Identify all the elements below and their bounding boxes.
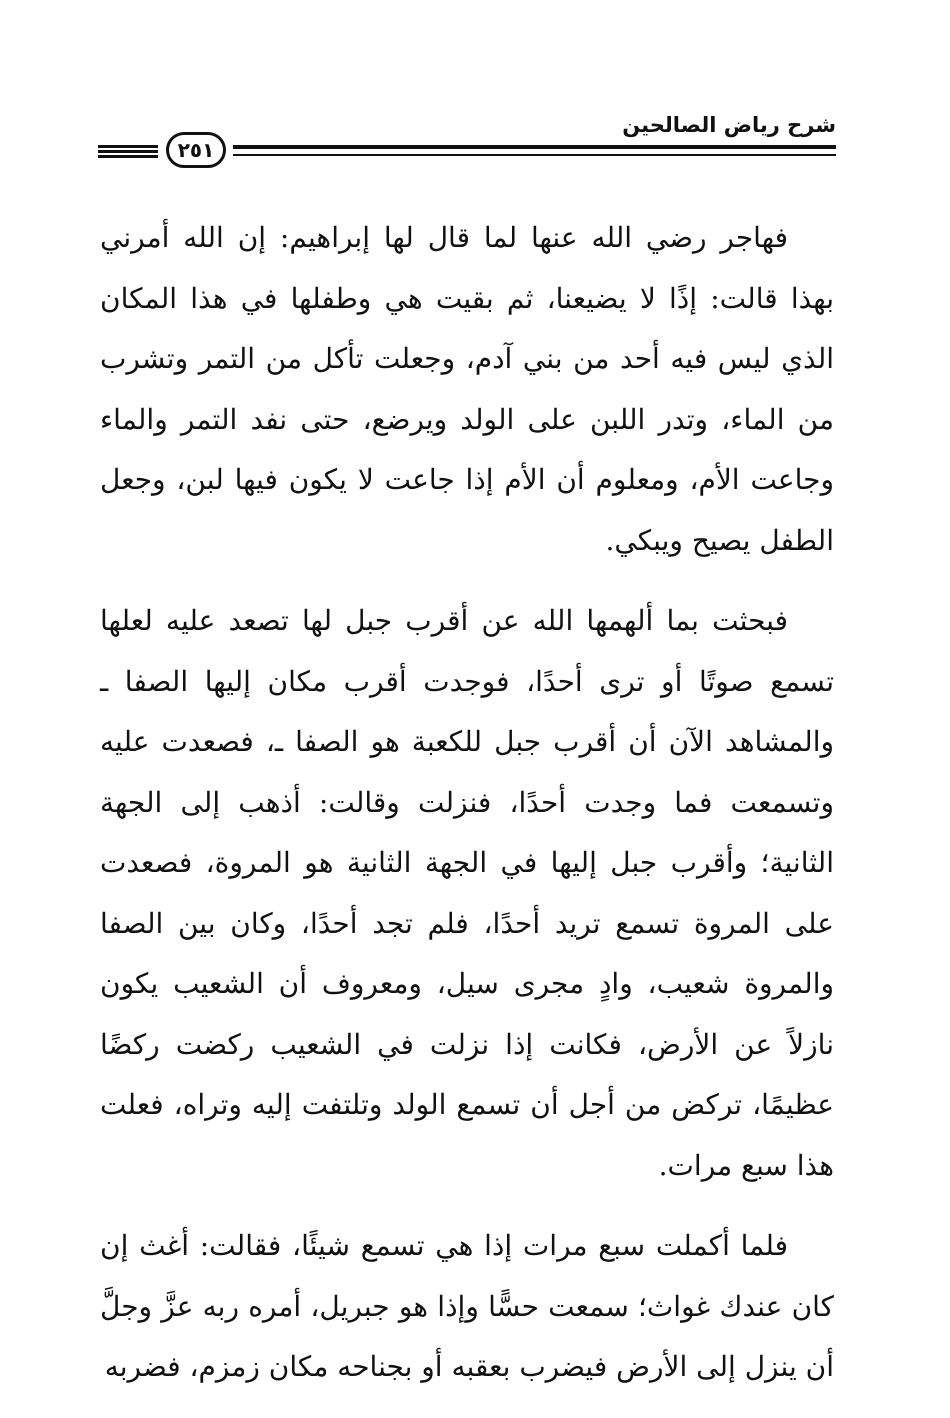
header-rule xyxy=(233,145,836,159)
paragraph-2: فبحثت بما ألهمها الله عن أقرب جبل لها تصعد عليه لعلها تسمع صوتًا أو ترى أحدًا، فوجدت أقرب مكان إليها الصفا ـ والمشاهد الآن أن أقرب جبل للكعبة هو الصفا ـ، فصعدت عليه وتسمعت فما وجدت أحدًا، فنزلت وقالت: أذهب إلى الجهة الثانية؛ وأقرب جبل إليها في الجهة الثانية هو المروة، فصعدت على المروة تسمع تريد أحدًا، فلم تجد أحدًا، وكان بين الصفا والمروة شعيب، وادٍ مجرى سيل، ومعروف أن الشعيب يكون نازلاً عن الأرض، فكانت إذا نزلت في الشعيب ركضت ركضًا عظيمًا، تركض من أجل أن تسمع الولد وتلتفت إليه وتراه، فعلت هذا سبع مرات. xyxy=(100,604,835,1182)
running-head-title: شرح رياض الصالحين xyxy=(622,113,836,137)
paragraph-3: فلما أكملت سبع مرات إذا هي تسمع شيئًا، فقالت: أغث إن كان عندك غواث؛ سمعت حسًّا وإذا هو جبريل، أمره ربه عزَّ وجلَّ أن ينزل إلى الأرض فيضرب بعقبه أو بجناحه مكان زمزم، فضربه xyxy=(100,1229,834,1383)
page-number: ٢٥١ xyxy=(166,132,226,168)
header-rule-short-line xyxy=(98,150,158,153)
header-rule-short-line xyxy=(98,145,158,148)
page-header xyxy=(98,108,836,168)
paragraph-1: فهاجر رضي الله عنها لما قال لها إبراهيم: إن الله أمرني بهذا قالت: إذًا لا يضيعنا، ثم بقيت هي وطفلها في هذا المكان الذي ليس فيه أحد من بني آدم، وجعلت تأكل من التمر وتشرب من الماء، وتدر اللبن على الولد ويرضع، حتى نفد التمر والماء وجاعت الأم، ومعلوم أن الأم إذا جاعت لا يكون فيها لبن، وجعل الطفل يصيح ويبكي. xyxy=(100,221,835,557)
header-rule-thick xyxy=(233,145,836,149)
page-body xyxy=(100,208,834,1418)
header-rule-short-line xyxy=(98,155,158,158)
header-rule-thin xyxy=(233,154,836,156)
header-rule-short xyxy=(98,145,158,159)
